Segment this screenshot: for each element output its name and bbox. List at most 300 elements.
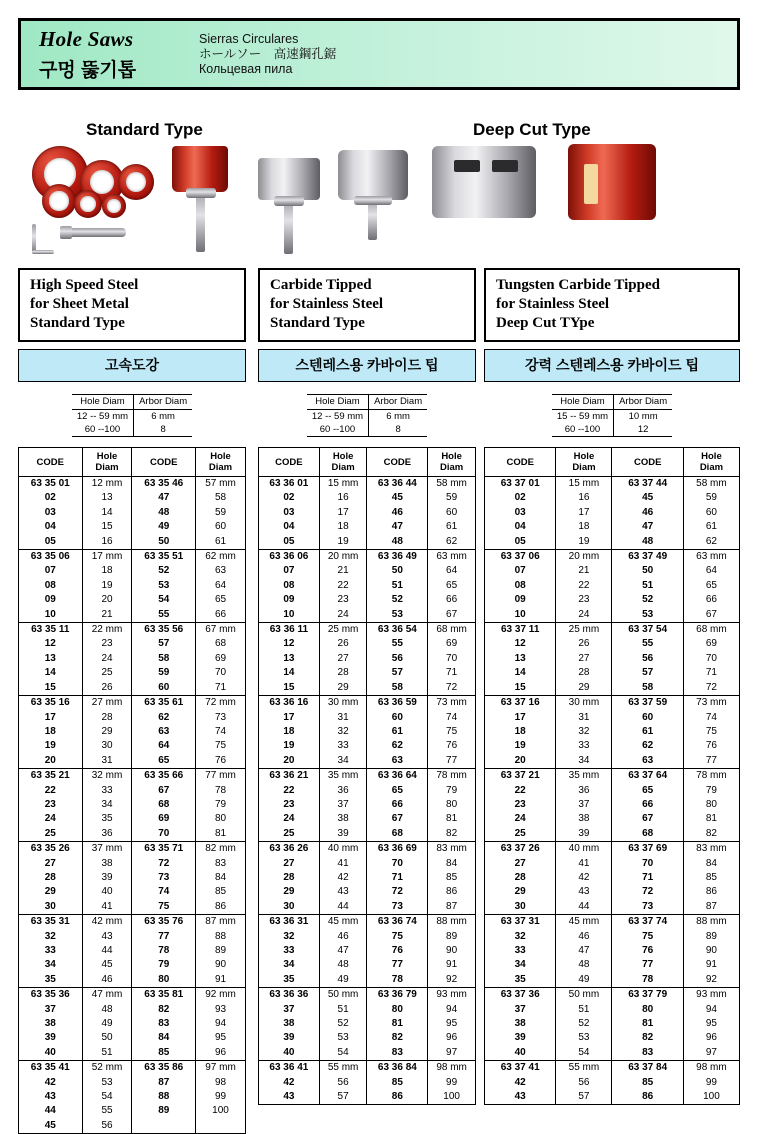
cell-diam-a: 48: [319, 958, 367, 972]
cell-diam-b: 82: [683, 827, 739, 842]
cell-diam-a: 44: [319, 900, 367, 915]
cell-diam-a: 31: [556, 711, 612, 725]
cell-code-b: 66: [612, 798, 683, 812]
table-row: [485, 579, 740, 593]
cell-diam-b: 97: [683, 1046, 739, 1061]
table-row: [19, 885, 246, 899]
page-title: Hole Saws: [39, 26, 134, 51]
table-row: [259, 812, 476, 826]
cell-code-b: 63 35 76: [132, 915, 196, 930]
cell-diam-a: 45: [82, 958, 132, 972]
table-row: [485, 827, 740, 842]
cell-diam-a: 37: [556, 798, 612, 812]
cell-diam-b: 64: [428, 564, 476, 578]
cell-code-a: 34: [485, 958, 556, 972]
col-header-diam-a-2: Hole Diam: [319, 448, 367, 477]
cell-diam-a: 57: [319, 1090, 367, 1105]
table-row: [19, 754, 246, 769]
table-row: [19, 842, 246, 857]
col-header-diam-b-1: Hole Diam: [196, 448, 246, 477]
cell-diam-a: 17: [319, 506, 367, 520]
cell-diam-b: 77: [683, 754, 739, 769]
table-row: [259, 1090, 476, 1105]
table-row: [19, 520, 246, 534]
cell-diam-a: 18: [82, 564, 132, 578]
cell-code-a: 63 37 36: [485, 988, 556, 1003]
cell-code-b: 52: [132, 564, 196, 578]
cell-code-a: 19: [259, 739, 320, 753]
cell-diam-a: 54: [319, 1046, 367, 1061]
table-row: [259, 666, 476, 680]
cell-diam-b: 100: [196, 1104, 246, 1118]
cell-code-a: 09: [259, 593, 320, 607]
cell-diam-b: 81: [428, 812, 476, 826]
table-row: [19, 1017, 246, 1031]
table-row: [485, 988, 740, 1003]
cell-diam-b: 94: [683, 1003, 739, 1017]
cell-code-a: 39: [259, 1031, 320, 1045]
cell-diam-a: 18: [319, 520, 367, 534]
cell-diam-a: 55 mm: [319, 1061, 367, 1076]
cell-code-b: 73: [132, 871, 196, 885]
table-row: [259, 871, 476, 885]
cell-code-b: 61: [612, 725, 683, 739]
cell-code-b: 46: [612, 506, 683, 520]
cell-code-b: 82: [132, 1003, 196, 1017]
cell-code-a: 10: [259, 608, 320, 623]
cell-diam-a: 52 mm: [82, 1061, 132, 1076]
cell-code-a: 63 35 21: [19, 769, 83, 784]
cell-code-a: 17: [485, 711, 556, 725]
cell-code-b: 60: [367, 711, 428, 725]
cell-code-b: 57: [367, 666, 428, 680]
cell-code-b: 63 36 44: [367, 477, 428, 492]
table-row: [485, 608, 740, 623]
cell-code-a: 38: [259, 1017, 320, 1031]
page-header-banner: [18, 18, 740, 90]
cell-diam-a: 40 mm: [319, 842, 367, 857]
cell-diam-b: 97 mm: [196, 1061, 246, 1076]
cell-code-b: 58: [132, 652, 196, 666]
table-row: [485, 1017, 740, 1031]
table-row: [259, 915, 476, 930]
cell-code-b: 80: [612, 1003, 683, 1017]
cell-code-b: 72: [367, 885, 428, 899]
column-korean-label-3: 강력 스텐레스용 카바이드 팁: [484, 349, 740, 382]
cell-diam-a: 33: [82, 784, 132, 798]
table-row: [259, 827, 476, 842]
cell-diam-b: 70: [428, 652, 476, 666]
cell-diam-b: 72 mm: [196, 696, 246, 711]
cell-code-a: 24: [19, 812, 83, 826]
hole-saw-photo-silver-1: [258, 158, 320, 200]
spec-header-arbor-diam-2: Arbor Diam: [369, 395, 428, 410]
cell-code-a: 27: [19, 857, 83, 871]
col-header-code-b-1: CODE: [132, 448, 196, 477]
cell-diam-a: 43: [319, 885, 367, 899]
cell-code-b: 62: [132, 711, 196, 725]
cell-diam-a: 42: [556, 871, 612, 885]
cell-diam-b: 68 mm: [428, 623, 476, 638]
cell-diam-b: [196, 1119, 246, 1134]
cell-code-b: 74: [132, 885, 196, 899]
cell-diam-b: 62 mm: [196, 550, 246, 565]
cell-code-a: 63 37 31: [485, 915, 556, 930]
table-row: [259, 579, 476, 593]
table-row: [485, 535, 740, 550]
cell-code-a: 20: [259, 754, 320, 769]
cell-diam-b: 66: [428, 593, 476, 607]
cell-code-b: 62: [612, 739, 683, 753]
cell-code-b: 68: [612, 827, 683, 842]
table-row: [19, 1061, 246, 1076]
cell-diam-a: 47: [556, 944, 612, 958]
cell-diam-a: 44: [556, 900, 612, 915]
cell-code-a: 32: [485, 930, 556, 944]
spec-cell-hole-range-1b: 60 --100: [84, 424, 121, 435]
cell-code-b: 76: [612, 944, 683, 958]
arbor-collar-photo-2: [274, 196, 304, 206]
cell-code-a: 38: [485, 1017, 556, 1031]
hole-saw-photo-red-3: [118, 164, 154, 200]
cell-code-a: 40: [19, 1046, 83, 1061]
cell-code-b: 58: [367, 681, 428, 696]
cell-code-a: 42: [259, 1076, 320, 1090]
cell-code-a: 63 37 16: [485, 696, 556, 711]
spec-cell-hole-range-2a: 12 -- 59 mm: [311, 411, 364, 422]
table-row: [485, 739, 740, 753]
table-row: [259, 696, 476, 711]
cell-code-a: 12: [259, 637, 320, 651]
table-row: [485, 506, 740, 520]
spec-table-wrap-1: [18, 382, 246, 437]
table-row: [485, 564, 740, 578]
cell-diam-b: 77: [428, 754, 476, 769]
cell-diam-b: 76: [428, 739, 476, 753]
code-table-body-2: [259, 477, 476, 1105]
cell-diam-a: 31: [82, 754, 132, 769]
cell-diam-b: 65: [196, 593, 246, 607]
cell-code-b: 52: [612, 593, 683, 607]
table-row: [19, 535, 246, 550]
cell-diam-a: 40: [82, 885, 132, 899]
deep-cut-slot-1: [454, 160, 480, 172]
cell-diam-a: 26: [319, 637, 367, 651]
table-row: [259, 564, 476, 578]
cell-code-b: 83: [612, 1046, 683, 1061]
code-table-2: [258, 447, 476, 1105]
cell-code-a: 29: [19, 885, 83, 899]
cell-code-b: 78: [612, 973, 683, 988]
arbor-shank-photo-2: [284, 198, 293, 254]
cell-code-b: 48: [132, 506, 196, 520]
cell-code-b: 87: [132, 1076, 196, 1090]
cell-diam-b: 89: [683, 930, 739, 944]
cell-diam-a: 30: [82, 739, 132, 753]
cell-diam-a: 23: [556, 593, 612, 607]
spec-cell-arbor-3b: 12: [614, 423, 673, 437]
cell-diam-b: 71: [196, 681, 246, 696]
cell-diam-a: 34: [82, 798, 132, 812]
cell-code-a: 17: [259, 711, 320, 725]
col-header-code-b-2: CODE: [367, 448, 428, 477]
cell-diam-b: 82: [428, 827, 476, 842]
cell-code-b: 80: [367, 1003, 428, 1017]
spec-table-1: [72, 394, 192, 437]
cell-code-b: 67: [367, 812, 428, 826]
cell-diam-a: 35: [82, 812, 132, 826]
page-title-korean: 구멍 뚫기톱: [39, 59, 137, 81]
cell-diam-a: 24: [319, 608, 367, 623]
table-row: [485, 885, 740, 899]
cell-diam-a: 54: [82, 1090, 132, 1104]
cell-diam-b: 78 mm: [428, 769, 476, 784]
hole-saw-photo-red-5: [74, 190, 102, 218]
cell-code-b: 70: [612, 857, 683, 871]
cell-code-a: 39: [485, 1031, 556, 1045]
cell-code-a: 28: [259, 871, 320, 885]
table-row: [19, 900, 246, 915]
cell-code-b: 68: [367, 827, 428, 842]
cell-code-b: 70: [132, 827, 196, 842]
cell-code-b: 63 36 69: [367, 842, 428, 857]
spec-cell-hole-range-1a: 12 -- 59 mm: [76, 411, 129, 422]
cell-diam-b: 91: [196, 973, 246, 988]
cell-code-b: 63 36 49: [367, 550, 428, 565]
cell-diam-a: 46: [82, 973, 132, 988]
cell-diam-a: 36: [556, 784, 612, 798]
cell-diam-a: 53: [556, 1031, 612, 1045]
cell-code-b: 77: [132, 930, 196, 944]
cell-diam-b: 79: [428, 784, 476, 798]
cell-code-b: 67: [612, 812, 683, 826]
cell-diam-a: 37 mm: [82, 842, 132, 857]
cell-diam-a: 17 mm: [82, 550, 132, 565]
cell-diam-a: 51: [556, 1003, 612, 1017]
cell-code-b: 53: [367, 608, 428, 623]
cell-diam-a: 42 mm: [82, 915, 132, 930]
cell-code-a: 07: [19, 564, 83, 578]
spec-cell-arbor-2a: 6 mm: [369, 410, 428, 424]
table-row: [259, 1061, 476, 1076]
cell-diam-a: 16: [556, 491, 612, 505]
cell-code-a: 15: [19, 681, 83, 696]
cell-code-b: 79: [132, 958, 196, 972]
cell-code-a: 25: [19, 827, 83, 842]
cell-code-b: 81: [612, 1017, 683, 1031]
cell-diam-a: 43: [556, 885, 612, 899]
cell-diam-b: 81: [683, 812, 739, 826]
cell-code-a: 23: [485, 798, 556, 812]
cell-diam-b: 76: [683, 739, 739, 753]
cell-code-a: 63 37 26: [485, 842, 556, 857]
deep-cut-label-patch: [584, 164, 598, 204]
cell-code-b: 61: [367, 725, 428, 739]
cell-code-b: 65: [367, 784, 428, 798]
cell-code-a: 05: [485, 535, 556, 550]
cell-diam-b: 96: [683, 1031, 739, 1045]
cell-code-b: 63 35 56: [132, 623, 196, 638]
cell-diam-b: 64: [683, 564, 739, 578]
table-row: [485, 798, 740, 812]
cell-code-a: 29: [485, 885, 556, 899]
table-row: [19, 988, 246, 1003]
hole-saw-photo-deep-cut-red: [568, 144, 656, 220]
cell-code-a: 13: [19, 652, 83, 666]
table-row: [259, 754, 476, 769]
table-row: [485, 681, 740, 696]
cell-code-a: 15: [259, 681, 320, 696]
table-row: [19, 798, 246, 812]
cell-diam-b: 61: [196, 535, 246, 550]
cell-diam-a: 25: [82, 666, 132, 680]
photo-label-deep-cut-type: Deep Cut Type: [473, 120, 591, 139]
cell-diam-b: 98 mm: [428, 1061, 476, 1076]
cell-diam-b: 90: [196, 958, 246, 972]
cell-diam-a: 33: [319, 739, 367, 753]
table-row: [259, 506, 476, 520]
cell-code-b: 57: [132, 637, 196, 651]
cell-diam-b: 100: [683, 1090, 739, 1105]
cell-diam-a: 24: [556, 608, 612, 623]
code-table-body-1: [19, 477, 246, 1134]
table-row: [485, 842, 740, 857]
cell-diam-a: 34: [319, 754, 367, 769]
cell-code-b: 56: [612, 652, 683, 666]
cell-code-a: 39: [19, 1031, 83, 1045]
cell-diam-a: 47: [319, 944, 367, 958]
cell-diam-b: 86: [683, 885, 739, 899]
cell-diam-a: 18: [556, 520, 612, 534]
table-row: [19, 944, 246, 958]
cell-diam-a: 55 mm: [556, 1061, 612, 1076]
cell-code-a: 05: [19, 535, 83, 550]
cell-code-a: 20: [19, 754, 83, 769]
table-row: [485, 1061, 740, 1076]
cell-code-b: 56: [367, 652, 428, 666]
cell-code-b: 53: [612, 608, 683, 623]
cell-diam-b: 76: [196, 754, 246, 769]
cell-diam-a: 22: [319, 579, 367, 593]
col-header-diam-a-3: Hole Diam: [556, 448, 612, 477]
cell-code-a: 28: [19, 871, 83, 885]
cell-diam-b: 71: [683, 666, 739, 680]
cell-code-b: 63 35 46: [132, 477, 196, 492]
cell-diam-b: 61: [428, 520, 476, 534]
cell-diam-b: 83: [196, 857, 246, 871]
cell-code-b: 45: [367, 491, 428, 505]
table-row: [19, 506, 246, 520]
cell-code-a: 24: [259, 812, 320, 826]
cell-diam-b: 69: [683, 637, 739, 651]
cell-diam-a: 50 mm: [556, 988, 612, 1003]
cell-diam-b: 93: [196, 1003, 246, 1017]
cell-diam-a: 29: [556, 681, 612, 696]
cell-code-a: 34: [259, 958, 320, 972]
cell-diam-a: 36: [319, 784, 367, 798]
table-row: [259, 988, 476, 1003]
cell-code-b: 50: [612, 564, 683, 578]
cell-code-a: 63 37 11: [485, 623, 556, 638]
cell-code-a: 40: [485, 1046, 556, 1061]
table-row: [19, 623, 246, 638]
cell-diam-a: 35 mm: [319, 769, 367, 784]
cell-code-b: 81: [367, 1017, 428, 1031]
cell-diam-b: 85: [683, 871, 739, 885]
table-row: [19, 666, 246, 680]
cell-code-a: 63 35 16: [19, 696, 83, 711]
spec-cell-arbor-2b: 8: [369, 423, 428, 437]
column-korean-label-1: 고속도강: [18, 349, 246, 382]
cell-diam-a: 47 mm: [82, 988, 132, 1003]
table-row: [19, 784, 246, 798]
cell-diam-a: 21: [319, 564, 367, 578]
cell-diam-b: 96: [428, 1031, 476, 1045]
table-row: [19, 477, 246, 492]
cell-diam-a: 21: [82, 608, 132, 623]
cell-code-a: 30: [259, 900, 320, 915]
cell-code-a: 25: [485, 827, 556, 842]
cell-code-a: 63 35 26: [19, 842, 83, 857]
cell-code-a: 28: [485, 871, 556, 885]
deep-cut-slot-2: [492, 160, 518, 172]
cell-diam-a: 49: [319, 973, 367, 988]
table-row: [19, 1046, 246, 1061]
table-row: [485, 930, 740, 944]
cell-code-b: 73: [612, 900, 683, 915]
cell-diam-a: 34: [556, 754, 612, 769]
cell-diam-a: 44: [82, 944, 132, 958]
code-table-head-2: [259, 448, 476, 477]
cell-code-b: 63 37 49: [612, 550, 683, 565]
cell-diam-a: 19: [556, 535, 612, 550]
table-row: [259, 637, 476, 651]
table-row: [259, 535, 476, 550]
cell-code-a: 29: [259, 885, 320, 899]
cell-code-b: 63 37 84: [612, 1061, 683, 1076]
cell-diam-a: 46: [556, 930, 612, 944]
cell-diam-b: 69: [196, 652, 246, 666]
cell-diam-a: 51: [82, 1046, 132, 1061]
cell-diam-a: 25 mm: [556, 623, 612, 638]
table-row: [259, 857, 476, 871]
cell-diam-b: 92: [683, 973, 739, 988]
cell-code-b: 63 35 66: [132, 769, 196, 784]
cell-diam-b: 92: [428, 973, 476, 988]
table-row: [19, 711, 246, 725]
cell-code-a: 15: [485, 681, 556, 696]
cell-code-a: 22: [259, 784, 320, 798]
cell-diam-a: 29: [319, 681, 367, 696]
cell-code-a: 37: [19, 1003, 83, 1017]
cell-code-a: 10: [485, 608, 556, 623]
table-row: [259, 930, 476, 944]
cell-diam-a: 45 mm: [556, 915, 612, 930]
cell-diam-b: 58 mm: [683, 477, 739, 492]
product-column-carbide-tipped: [258, 268, 476, 1105]
cell-diam-a: 56: [82, 1119, 132, 1134]
cell-code-a: 63 37 41: [485, 1061, 556, 1076]
cell-code-b: 78: [132, 944, 196, 958]
cell-diam-a: 17: [556, 506, 612, 520]
cell-diam-a: 23: [319, 593, 367, 607]
code-table-body-3: [485, 477, 740, 1105]
cell-code-b: 63: [612, 754, 683, 769]
table-row: [485, 652, 740, 666]
cell-diam-b: 87 mm: [196, 915, 246, 930]
spec-header-arbor-diam-3: Arbor Diam: [614, 395, 673, 410]
cell-code-a: 14: [259, 666, 320, 680]
